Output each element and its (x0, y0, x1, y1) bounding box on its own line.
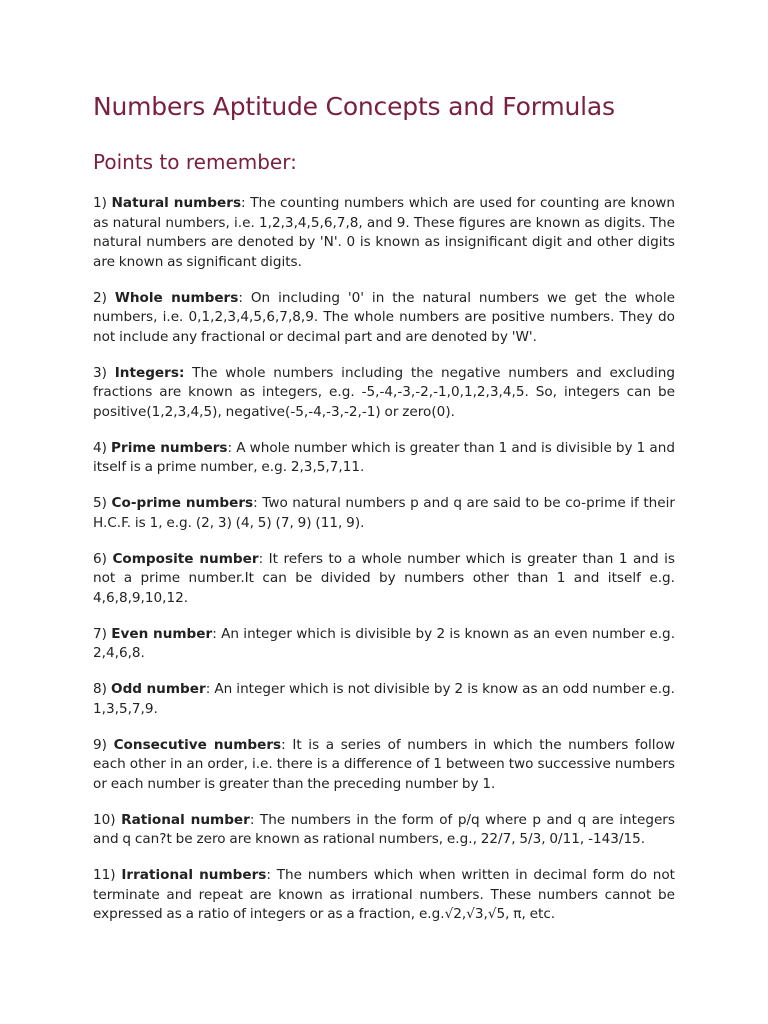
item-term: Consecutive numbers (113, 736, 282, 753)
list-item-co-prime-numbers (93, 494, 675, 533)
item-number: 11) (93, 867, 116, 883)
list-item-rational-number (93, 811, 675, 850)
list-item-natural-numbers (93, 194, 675, 272)
list-item-prime-numbers (93, 439, 675, 478)
list-item-consecutive-numbers (93, 736, 675, 795)
item-number: 6) (93, 550, 107, 567)
item-description: : On including '0' in the natural numbers we get the whole numbers, i.e. 0,1,2,3,4,5,6,7,8,9. The whole numbers are positive numbers. They do not include any fractional or decimal part and are denoted by 'W'. (93, 289, 676, 345)
item-term: Whole numbers (114, 289, 239, 306)
item-term: Irrational numbers (121, 867, 267, 883)
item-description: : The numbers which when written in decimal form do not terminate and repeat are known as irrational numbers. These numbers cannot be expressed as a ratio of integers or as a fraction, e.g.√2,√3,√5, π, etc. (93, 867, 675, 922)
item-term: Even number (111, 625, 213, 642)
list-item-composite-number (93, 550, 675, 609)
item-number: 1) (93, 195, 107, 211)
list-item-whole-numbers (93, 289, 675, 348)
page-title: Numbers Aptitude Concepts and Formulas (93, 92, 615, 121)
item-description: : An integer which is not divisible by 2 is know as an odd number e.g. 1,3,5,7,9. (93, 681, 675, 717)
item-term: Natural numbers (111, 195, 242, 211)
item-description: : An integer which is divisible by 2 is known as an even number e.g. 2,4,6,8. (93, 625, 676, 661)
list-item-irrational-numbers (93, 866, 675, 925)
item-term: Co-prime numbers (111, 495, 254, 511)
item-term: Odd number (111, 681, 206, 697)
concept-list (93, 194, 675, 925)
item-number: 10) (93, 811, 116, 828)
list-item-even-number (93, 625, 675, 664)
item-description: : The counting numbers which are used for counting are known as natural numbers, i.e. 1,2,3,4,5,6,7,8, and 9. These figures are known as digits. The natural numbers are denoted by 'N'. 0 is known as insignificant digit and other digits are known as significant digits. (93, 195, 675, 270)
list-item-odd-number (93, 680, 675, 719)
item-number: 7) (93, 625, 107, 642)
section-subtitle: Points to remember: (93, 150, 297, 174)
item-description: : It is a series of numbers in which the numbers follow each other in an order, i.e. there is a difference of 1 between two successive numbers or each number is greater than the preceding number by 1. (93, 736, 676, 792)
item-term: Prime numbers (111, 439, 228, 456)
item-term: Composite number (112, 550, 259, 567)
item-description: The whole numbers including the negative numbers and excluding fractions are known as integers, e.g. -5,-4,-3,-2,-1,0,1,2,3,4,5. So, integers can be positive(1,2,3,4,5), negative(-5,-4,-3,-2,-1) or zero(0). (93, 364, 675, 420)
item-number: 9) (93, 736, 107, 753)
item-description: : It refers to a whole number which is greater than 1 and is not a prime number.It can be divided by numbers other than 1 and itself e.g. 4,6,8,9,10,12. (93, 550, 675, 606)
item-term: Rational number (121, 811, 250, 828)
item-term: Integers: (114, 364, 185, 381)
list-item-integers (93, 364, 675, 423)
item-description: : The numbers in the form of p/q where p and q are integers and q can?t be zero are known as rational numbers, e.g., 22/7, 5/3, 0/11, -143/15. (93, 811, 675, 847)
item-number: 8) (93, 681, 107, 697)
item-number: 2) (93, 289, 107, 306)
item-description: : Two natural numbers p and q are said to be co-prime if their H.C.F. is 1, e.g. (2, 3) (4, 5) (7, 9) (11, 9). (93, 495, 675, 531)
item-number: 5) (93, 495, 107, 511)
item-number: 3) (93, 364, 107, 381)
item-number: 4) (93, 439, 107, 456)
item-description: : A whole number which is greater than 1 and is divisible by 1 and itself is a prime number, e.g. 2,3,5,7,11. (93, 439, 675, 475)
